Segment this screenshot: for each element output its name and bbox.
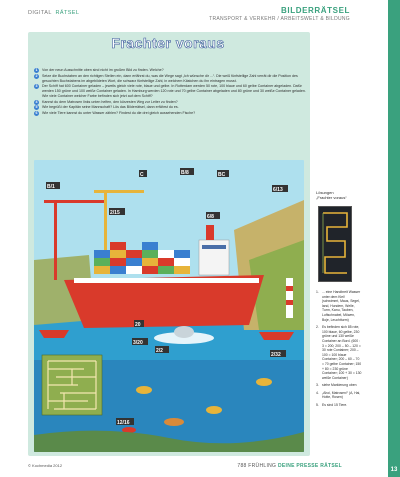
question-text: Kannst du dem Matrosen links unten helfen, den kürzesten Weg zur Leiter zu finden? [42, 99, 178, 104]
solution-number: 2. [316, 325, 319, 330]
solution-item [316, 403, 362, 408]
solution-text: siehe Markierung oben [322, 383, 357, 388]
solution-item [316, 325, 362, 380]
page-subtitle: TRANSPORT & VERKEHR / ARBEITSWELT & BILDUNG [209, 16, 350, 22]
question-item [34, 68, 306, 73]
section-topic: RÄTSEL [55, 10, 80, 16]
question-item [34, 111, 306, 116]
page-edge-tab [388, 0, 400, 477]
question-text: Von der neun Ausschnitte oben sind nicht im großen Bild zu finden. Welche? [42, 68, 164, 72]
section-header [28, 10, 79, 16]
solution-maze-icon [319, 207, 351, 281]
question-item [34, 74, 306, 84]
question-item [34, 84, 306, 99]
fish [256, 378, 272, 386]
illustration-svg [34, 160, 304, 452]
harbour-illustration [34, 160, 304, 452]
solution-number: 4. [316, 390, 319, 395]
page-number: 13 [390, 467, 398, 473]
solution-text: Es sind 15 Tiere. [322, 403, 348, 408]
solutions-list [316, 290, 362, 411]
solution-text: ... eine Handbreit Wasser unter dem Kiel! (schwimmt, Maus, Segel, land, Hundern, Welle, Turm, Kanu, Tauben, Luftschnabel, Möwen, Boje, Leuchtturm) [322, 290, 361, 322]
label-c: C [140, 172, 144, 178]
solution-number: 1. [316, 290, 319, 294]
label-b1: B/1 [47, 184, 55, 190]
solution-text: Es befinden sich 85 rote, 100 blaue, 60 gelbe, 230 grüne und 130 weiße Container an Bord. (600 : 3 = 200; 200 – 50 – 120 = 30 rote Container; 200 – 100 = 100 blaue Container; 200 – 60 – 70 = 70 gelbe Container; 150 + 80 = 230 grüne Container; 100 + 30 = 130 weiße Container) [322, 325, 362, 380]
question-number: 3 [35, 84, 38, 88]
footer-issue [237, 463, 342, 469]
solution-number: 3. [316, 383, 319, 388]
question-list [34, 68, 306, 116]
label-2-15: 2/15 [110, 210, 120, 216]
label-bc: BC [218, 172, 226, 178]
question-number: 5 [35, 105, 38, 109]
page-title: BILDERRÄTSEL [281, 6, 350, 15]
crane-arm [94, 190, 144, 193]
solution-thumbnail [318, 206, 352, 282]
lighthouse-stripe [286, 300, 293, 305]
solution-number: 5. [316, 403, 319, 408]
copyright: © Kochmedia 2012 [28, 463, 63, 468]
question-text: Wie viele Tiere kannst du unter Wasser zählen? Findest du die drei gleich aussehenden Fische? [42, 110, 196, 115]
crane-tower [54, 200, 57, 280]
hull-stripe [74, 278, 259, 283]
solution-item [316, 290, 362, 322]
question-text: Wie begrüßt der Kapitän seine Mannschaft? Lös das Bilderrätsel, dann erfährst du es. [42, 105, 179, 109]
solution-item [316, 391, 362, 400]
issue-label: 788 FRÜHLING [237, 463, 277, 469]
solutions-subtitle: „Frachter voraus“ [316, 195, 347, 200]
tug-boat [39, 330, 69, 338]
question-item [34, 105, 306, 110]
crane-tower [104, 190, 107, 260]
label-2-2: 2/2 [156, 348, 163, 354]
fish [206, 406, 222, 414]
section-label: DIGITAL [28, 10, 52, 16]
solution-item [316, 383, 362, 388]
bridge-windows [202, 245, 226, 249]
lighthouse [286, 278, 293, 318]
question-text: Setze die Buchstaben an den richtigen Stellen ein, dann erfährst du, was die Wege sagt „Ich wünsche dir ...“. Die weiß fünfstellige Zahl verrät dir die Position des gesuchten Buchstabens im abgebildeten Wort, die schwarz fünfstellige Zahl, in welchem Kästchen du ihn eintragen musst. [42, 73, 298, 83]
question-number: 6 [35, 110, 38, 115]
funnel [206, 225, 214, 240]
label-20: 20 [135, 322, 141, 328]
question-number: 1 [35, 68, 38, 72]
fish [136, 386, 152, 394]
small-boat [259, 332, 294, 340]
seal [174, 326, 194, 338]
page-header [209, 6, 350, 22]
question-number: 4 [35, 99, 38, 104]
fish [164, 418, 184, 426]
label-2-32: 2/32 [271, 352, 281, 358]
label-6-13: 6/13 [273, 187, 283, 193]
label-6-8: 6/8 [207, 214, 214, 220]
lighthouse-stripe [286, 286, 293, 291]
label-12-16: 12/16 [117, 420, 130, 426]
solutions-label: Lösungen [316, 190, 334, 195]
crane-arm [44, 200, 104, 203]
puzzle-panel [28, 32, 310, 456]
puzzle-title: Frachter voraus [111, 35, 225, 51]
question-number: 2 [35, 73, 38, 78]
solution-text: „Ahoi, Matrosen!“ (A, Hai, Hotte, Rosen) [322, 390, 361, 400]
question-text: Der Schiff hat 600 Container geladen – jeweils gleich viele rote, blaue und gelbe. In Rotterdam werden 50 rote, 100 blaue und 60 gelbe Container abgeladen. Dafür werden 150 grüne und 100 weiße Container geladen. In Hamburg werden 120 rote und 70 gelbe Container abgeladen und 80 grüne und 30 weiße Container geladen. Wie viele Container welcher Farbe befinden sich jetzt auf dem Schiff? [42, 84, 306, 98]
solutions-header [316, 190, 347, 200]
label-b8: B/8 [181, 170, 189, 176]
question-item [34, 100, 306, 105]
label-3-20: 3/20 [133, 340, 143, 346]
series-label: DEINE PRESSE RÄTSEL [277, 463, 342, 469]
